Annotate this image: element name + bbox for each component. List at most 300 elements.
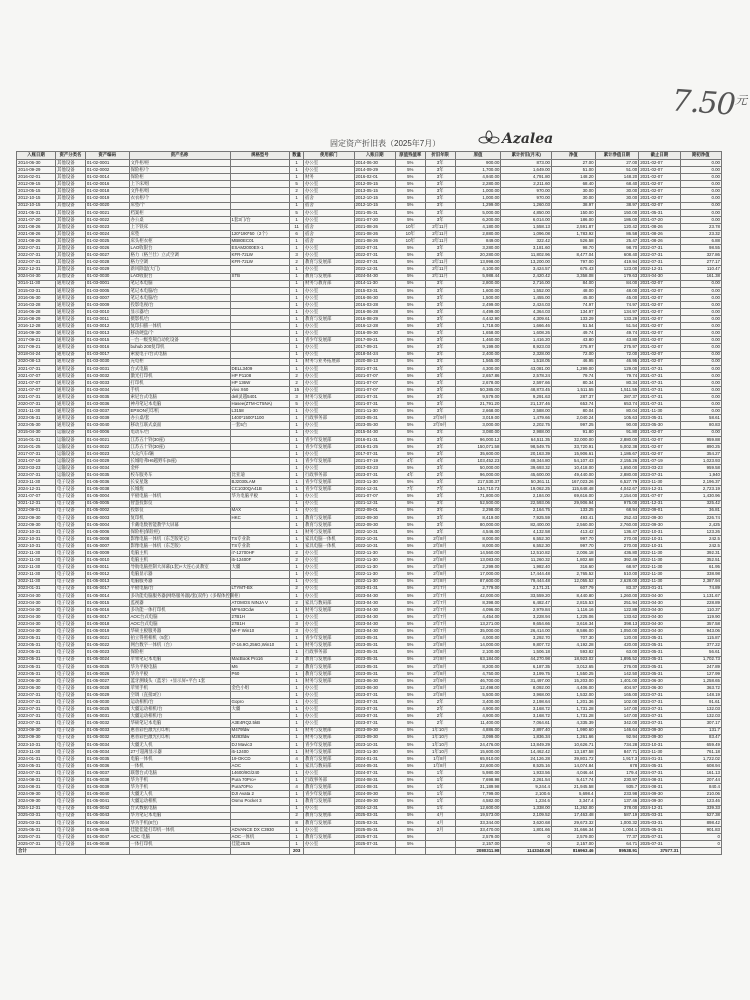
table-cell: 179.4 — [595, 770, 639, 777]
table-cell: 1 — [290, 642, 304, 649]
table-cell: 3,012.65 — [551, 663, 595, 670]
table-cell: 财务与发展部 — [304, 606, 355, 613]
table-cell: 2021-07-19 — [17, 457, 56, 464]
table-cell: 通用设备 — [56, 294, 86, 301]
table-cell: 3,292.70 — [501, 635, 552, 642]
table-cell: 2016-09-30 — [17, 330, 56, 337]
table-cell: 277.17 — [680, 259, 721, 266]
table-cell: 339.33 — [680, 805, 721, 812]
table-cell: 1,050.00 — [595, 628, 639, 635]
table-cell: 2024-12-31 — [17, 805, 56, 812]
table-cell: 2022-11-30 — [639, 557, 680, 564]
table-cell — [230, 819, 290, 826]
table-cell: 2021-02-07 — [639, 195, 680, 202]
table-cell: 1,532.00 — [551, 692, 595, 699]
table-cell: CC1030QA41B — [230, 486, 290, 493]
table-row — [17, 337, 722, 344]
table-cell: 4,850.00 — [501, 209, 552, 216]
table-cell: 63.00 — [595, 649, 639, 656]
table-cell: 5% — [395, 351, 425, 358]
table-cell: 家具与数码部 — [304, 762, 355, 769]
table-cell: 华为平板 — [129, 670, 230, 677]
table-cell: 2023-04-30 — [354, 614, 395, 621]
table-cell: 保险柜/个 — [129, 167, 230, 174]
table-cell: 保险柜 — [129, 174, 230, 181]
table-cell: 一台一级变频自动化设备 — [129, 337, 230, 344]
table-cell: 2022-11-30 — [17, 557, 56, 564]
table-cell: 2023-07-31 — [639, 706, 680, 713]
table-cell: 金色小组 — [230, 684, 290, 691]
table-cell: 2,400.00 — [455, 351, 501, 358]
table-cell: 索爱电子/台式电脑 — [129, 351, 230, 358]
table-cell: 14,560.00 — [455, 550, 501, 557]
table-cell: 36.81 — [680, 507, 721, 514]
table-cell: 2年8月 — [425, 663, 455, 670]
table-cell: 959.88 — [680, 436, 721, 443]
table-cell: 91.80 — [595, 429, 639, 436]
table-cell: 659.49 — [680, 741, 721, 748]
table-cell: 2022-07-31 — [17, 252, 56, 259]
table-cell: 68.40 — [595, 181, 639, 188]
table-cell: 1 — [290, 351, 304, 358]
table-cell: 大疆运动相机 — [129, 798, 230, 805]
table-cell: 其他设备 — [56, 188, 86, 195]
table-cell: 2012-09-15 — [354, 181, 395, 188]
table-cell: 3年 — [425, 195, 455, 202]
table-cell: 办公室 — [304, 351, 355, 358]
table-cell: 5% — [395, 550, 425, 557]
total-net-value: 816963.46 — [551, 848, 595, 855]
table-cell: 230.97 — [595, 777, 639, 784]
table-cell: 2023-05-31 — [17, 642, 56, 649]
table-cell: 床头柜衣柜 — [129, 238, 230, 245]
table-cell: 01-03-0035 — [85, 394, 129, 401]
table-cell: 电子设备 — [56, 841, 86, 848]
table-cell: 25.47 — [595, 238, 639, 245]
table-cell: 01-04-0035 — [85, 472, 129, 479]
table-cell: 移动互联式桌面 — [129, 422, 230, 429]
table-cell: 1,700.00 — [455, 167, 501, 174]
table-cell: 2 — [290, 656, 304, 663]
table-cell: 392.31 — [680, 550, 721, 557]
table-cell: 运输设备 — [56, 457, 86, 464]
table-cell: AOC一体机 — [230, 833, 290, 840]
table-row — [17, 415, 722, 422]
table-cell: 2021-07-20 — [354, 216, 395, 223]
document-title: 固定资产折旧表（2025年7月） — [330, 139, 441, 148]
table-cell: 146.64 — [595, 727, 639, 734]
table-cell: 宿舍 — [304, 223, 355, 230]
table-cell: 2,880.00 — [455, 230, 501, 237]
table-cell: 233.98 — [595, 791, 639, 798]
table-cell: 2,979.84 — [501, 606, 552, 613]
table-cell: 办公室 — [304, 578, 355, 585]
table-cell: 2025-07-31 — [354, 833, 395, 840]
table-cell: 5% — [395, 592, 425, 599]
table-cell: 2023-11-30 — [639, 479, 680, 486]
table-cell: 1 — [290, 805, 304, 812]
table-cell: 2 — [290, 379, 304, 386]
column-header: 资产分类名 — [56, 152, 86, 160]
table-cell: 2021-02-07 — [639, 316, 680, 323]
table-cell: 笔记本电脑/台 — [129, 294, 230, 301]
table-cell: 01-05-0003 — [85, 514, 129, 521]
table-cell: 2022-11-30 — [17, 550, 56, 557]
table-cell: 226.74 — [680, 514, 721, 521]
table-cell: 01-05-0044 — [85, 819, 129, 826]
table-cell: 2年8月 — [425, 571, 455, 578]
table-cell: 2022-09-01 — [17, 507, 56, 514]
table-cell: 01-02-0020 — [85, 202, 129, 209]
table-cell: 电子设备 — [56, 663, 86, 670]
table-cell: 2022-10-31 — [17, 528, 56, 535]
table-cell: 30.00 — [595, 188, 639, 195]
table-cell: 5,698.4 — [551, 791, 595, 798]
table-cell: 3年 — [425, 160, 455, 167]
table-cell: 2年11月 — [425, 238, 455, 245]
table-cell: 其他设备 — [56, 167, 86, 174]
table-cell: 46.95 — [595, 358, 639, 365]
table-cell: 1,234.6 — [501, 798, 552, 805]
table-cell: 68.97 — [595, 564, 639, 571]
table-cell: 1,260.03 — [501, 202, 552, 209]
table-cell: 3年 — [425, 394, 455, 401]
table-cell: 1,933.56 — [501, 770, 552, 777]
table-cell: 0.00 — [680, 160, 721, 167]
table-cell: 1 — [290, 195, 304, 202]
table-cell: 2023-09-30 — [17, 727, 56, 734]
table-cell: 84.00 — [595, 280, 639, 287]
table-cell: 行政事务部 — [304, 472, 355, 479]
table-cell: 2,800.00 — [455, 280, 501, 287]
table-cell: 127.99 — [680, 670, 721, 677]
table-cell: 378.00 — [595, 805, 639, 812]
table-cell: 3年 — [425, 167, 455, 174]
table-cell: 12,498.00 — [455, 684, 501, 691]
table-row — [17, 514, 722, 521]
table-cell: 898.42 — [680, 819, 721, 826]
table-cell: 01-05-0028 — [85, 684, 129, 691]
table-cell: 8,092.00 — [501, 684, 552, 691]
table-cell: 5% — [395, 294, 425, 301]
table-cell: 9,579.00 — [455, 394, 501, 401]
table-cell: 其他设备 — [56, 238, 86, 245]
table-cell: 1 — [290, 777, 304, 784]
table-cell: 2023-11-30 — [17, 748, 56, 755]
table-cell: 2016-01-31 — [17, 436, 56, 443]
table-row — [17, 642, 722, 649]
table-cell: 大疆无人机 — [129, 741, 230, 748]
table-cell: 115,648.48 — [551, 486, 595, 493]
table-cell: 办公室 — [304, 294, 355, 301]
table-cell: 2022-09-30 — [639, 521, 680, 528]
table-cell: 270.00 — [595, 535, 639, 542]
table-cell: 办公室 — [304, 330, 355, 337]
table-cell: 8,477.04 — [551, 252, 595, 259]
table-cell: 5% — [395, 401, 425, 408]
table-cell: 01-03-0037 — [85, 408, 129, 415]
table-cell: 其他设备 — [56, 181, 86, 188]
total-original-value: 2080311.98 — [455, 848, 501, 855]
table-cell: 华为笔记本电脑 — [129, 812, 230, 819]
table-cell — [230, 635, 290, 642]
table-cell: 419.94 — [595, 259, 639, 266]
table-cell: 2年7月 — [425, 621, 455, 628]
table-cell: 2021-07-07 — [17, 493, 56, 500]
table-cell: ADVANCE DX C3930 — [230, 826, 290, 833]
table-cell: 1年8月 — [425, 762, 455, 769]
table-cell: 2022-11-30 — [639, 564, 680, 571]
table-cell: 办公室 — [304, 826, 355, 833]
table-cell: 01-05-0027 — [85, 677, 129, 684]
table-cell: 其他设备 — [56, 195, 86, 202]
table-cell: 青少年发展部 — [304, 479, 355, 486]
table-cell: 2021-02-07 — [639, 188, 680, 195]
table-cell: 5% — [395, 394, 425, 401]
table-cell: 01-03-0011 — [85, 316, 129, 323]
table-cell: 901.83 — [680, 826, 721, 833]
table-cell: 2年7月 — [425, 614, 455, 621]
table-cell: 01-02-0022 — [85, 216, 129, 223]
table-cell: 江苏五十铃(30座) — [129, 443, 230, 450]
table-cell: 19,573.00 — [455, 812, 501, 819]
table-cell: 2022-10-31 — [354, 528, 395, 535]
table-cell: 2023-05-31 — [639, 642, 680, 649]
table-cell: 1 — [290, 323, 304, 330]
table-cell: 4,442.90 — [455, 316, 501, 323]
table-cell: 2016-06-28 — [17, 308, 56, 315]
table-cell: 其他设备 — [56, 209, 86, 216]
table-cell: 格力（格兰仕）立式空调 — [129, 252, 230, 259]
table-cell: 5% — [395, 571, 425, 578]
table-cell: 华为手机 — [129, 777, 230, 784]
table-cell: 2021-02-07 — [639, 174, 680, 181]
table-cell: 5% — [395, 195, 425, 202]
table-cell: 2024-07-31 — [17, 770, 56, 777]
table-cell: 2,299.00 — [455, 564, 501, 571]
table-cell: 5,500.00 — [455, 692, 501, 699]
table-cell: 卡戴电数智能教学大屏幕 — [129, 521, 230, 528]
table-cell: 3年 — [425, 287, 455, 294]
table-cell: 287.37 — [595, 394, 639, 401]
table-cell: 80.34 — [595, 379, 639, 386]
table-cell: 316.60 — [551, 564, 595, 571]
table-cell: 4月 — [425, 819, 455, 826]
table-cell: 68.94 — [595, 507, 639, 514]
table-cell: 4,042.67 — [595, 486, 639, 493]
table-cell: 01-05-0033 — [85, 727, 129, 734]
table-cell: 2023-03-23 — [639, 465, 680, 472]
table-cell: 一体机 — [129, 762, 230, 769]
table-cell: 1 — [290, 301, 304, 308]
table-row — [17, 699, 722, 706]
table-cell: 2,171.21 — [501, 585, 552, 592]
table-cell: 1,430.96 — [680, 493, 721, 500]
table-cell: 7,698.98 — [455, 777, 501, 784]
table-cell: 2,588.00 — [501, 408, 552, 415]
table-cell: 1,225.06 — [551, 614, 595, 621]
table-cell: 电子设备 — [56, 770, 86, 777]
table-cell: 01-02-0002 — [85, 167, 129, 174]
table-cell: buhub 200复印机 — [129, 344, 230, 351]
table-cell: 72.00 — [595, 351, 639, 358]
column-header: 资产名称 — [129, 152, 230, 160]
table-cell — [230, 195, 290, 202]
table-cell: 64,511.35 — [501, 436, 552, 443]
table-cell: MAX — [230, 507, 290, 514]
table-cell: 27B1H — [230, 621, 290, 628]
table-cell: 电子设备 — [56, 528, 86, 535]
table-cell: 2022-07-31 — [354, 252, 395, 259]
table-cell: 2021-08-26 — [639, 238, 680, 245]
table-cell: 办公室 — [304, 557, 355, 564]
table-cell: 2022-07-31 — [639, 252, 680, 259]
table-row — [17, 826, 722, 833]
table-cell: 2025-05-31 — [354, 826, 395, 833]
table-cell: 147.00 — [595, 713, 639, 720]
table-cell: 2,880.00 — [595, 472, 639, 479]
table-cell: 74.97 — [551, 301, 595, 308]
table-cell: 2021-05-31 — [354, 209, 395, 216]
table-row — [17, 174, 722, 181]
table-cell: 8,923.03 — [501, 344, 552, 351]
table-cell: 2024-05-31 — [639, 762, 680, 769]
table-row — [17, 798, 722, 805]
table-cell: 电子设备 — [56, 798, 86, 805]
table-cell: 1 — [290, 344, 304, 351]
table-row — [17, 429, 722, 436]
table-cell: 通用设备 — [56, 401, 86, 408]
table-cell: 9,807.72 — [501, 642, 552, 649]
table-cell: 74.97 — [595, 301, 639, 308]
table-cell: 27.00 — [551, 160, 595, 167]
table-cell: 5% — [395, 521, 425, 528]
table-cell: 2023-09-30 — [639, 727, 680, 734]
table-cell: 电子设备 — [56, 557, 86, 564]
table-cell: 161.13 — [680, 770, 721, 777]
table-cell: 财务与发展部 — [304, 394, 355, 401]
table-cell: 2023-06-30 — [17, 677, 56, 684]
table-cell: 69,616.00 — [551, 493, 595, 500]
table-cell: 734.28 — [595, 741, 639, 748]
table-cell: 宿舍 — [304, 195, 355, 202]
table-cell: 2024-09-30 — [639, 798, 680, 805]
table-cell: 52,500.00 — [455, 500, 501, 507]
table-cell: 2023-07-31 — [639, 692, 680, 699]
table-cell: 2023-04-30 — [354, 621, 395, 628]
table-cell: 2015-03-31 — [354, 287, 395, 294]
table-cell: 29,673.32 — [551, 819, 595, 826]
table-cell: 5% — [395, 372, 425, 379]
table-cell: 5% — [395, 720, 425, 727]
table-cell: A3E4RQ2.5kB — [230, 720, 290, 727]
table-cell: 2024-08-31 — [639, 784, 680, 791]
table-cell: 办公室 — [304, 614, 355, 621]
table-cell: 01-02-0001 — [85, 160, 129, 167]
table-cell: 01-05-0025 — [85, 663, 129, 670]
table-cell: HP P1108 — [230, 372, 290, 379]
table-cell — [230, 160, 290, 167]
table-cell: 办公室 — [304, 252, 355, 259]
table-cell: 2023-05-31 — [17, 635, 56, 642]
table-cell: 01-04-0021 — [85, 436, 129, 443]
table-cell: 通用设备 — [56, 287, 86, 294]
table-cell: 49,440.00 — [551, 472, 595, 479]
table-cell — [230, 500, 290, 507]
table-cell: 27B1H — [230, 614, 290, 621]
table-cell: 1 — [290, 543, 304, 550]
table-cell: 12,510.82 — [501, 550, 552, 557]
table-cell: 35,000.00 — [455, 628, 501, 635]
table-cell: 20,163.39 — [501, 450, 552, 457]
table-cell: 79.74 — [595, 372, 639, 379]
table-cell: 1,518.05 — [501, 358, 552, 365]
table-cell: 2年8月 — [425, 642, 455, 649]
table-cell: 运输设备 — [56, 429, 86, 436]
table-cell: 保险柜 — [129, 649, 230, 656]
table-cell: 14,074.84 — [551, 762, 595, 769]
table-row — [17, 791, 722, 798]
table-cell: 80.83 — [680, 422, 721, 429]
table-cell — [230, 677, 290, 684]
table-cell: 长城炮 — [129, 486, 230, 493]
table-cell: 2021-02-07 — [639, 344, 680, 351]
table-cell: 150,071.58 — [455, 443, 501, 450]
table-cell: 5% — [395, 259, 425, 266]
table-cell: KFR-72LW — [230, 252, 290, 259]
table-cell: 2024-01-31 — [354, 755, 395, 762]
table-cell: 电子设备 — [56, 543, 86, 550]
table-cell — [230, 528, 290, 535]
table-cell: 38.97 — [551, 202, 595, 209]
table-cell — [230, 649, 290, 656]
table-cell: LTYMT-BX — [230, 585, 290, 592]
table-cell: 2024-12-31 — [354, 805, 395, 812]
table-cell: 2023-07-31 — [354, 472, 395, 479]
table-cell: 01-02-0027 — [85, 252, 129, 259]
table-cell: 587.19 — [595, 812, 639, 819]
table-cell: 2023-05-31 — [17, 649, 56, 656]
table-cell — [230, 436, 290, 443]
table-cell: 2015-04-30 — [17, 429, 56, 436]
table-cell: 2,591.87 — [551, 223, 595, 230]
table-cell: 2023-07-31 — [354, 713, 395, 720]
table-cell: 0.00 — [680, 216, 721, 223]
table-cell: 电子设备 — [56, 677, 86, 684]
table-row — [17, 422, 722, 429]
table-cell: 2,628.00 — [595, 578, 639, 585]
table-cell — [230, 167, 290, 174]
table-cell: 01-03-0012 — [85, 323, 129, 330]
table-cell: 35,600.00 — [455, 450, 501, 457]
table-cell: 办公室 — [304, 841, 355, 848]
table-cell: 2023-05-31 — [639, 663, 680, 670]
table-cell: 电子设备 — [56, 748, 86, 755]
table-cell: 2,716.00 — [501, 280, 552, 287]
table-cell: 1 — [290, 649, 304, 656]
table-cell: 教育与发展部 — [304, 663, 355, 670]
table-cell: 2023-11-30 — [354, 748, 395, 755]
table-cell: 3年 — [425, 301, 455, 308]
table-cell: 1 — [290, 337, 304, 344]
table-cell: 教育与发展部 — [304, 656, 355, 663]
table-cell: 电脑一体机 — [129, 755, 230, 762]
table-cell: 2022-09-30 — [17, 514, 56, 521]
table-cell: 0.00 — [680, 301, 721, 308]
table-cell: 251.94 — [595, 599, 639, 606]
table-cell: 4,406.00 — [551, 684, 595, 691]
table-cell: 移动硬盘/个 — [129, 330, 230, 337]
